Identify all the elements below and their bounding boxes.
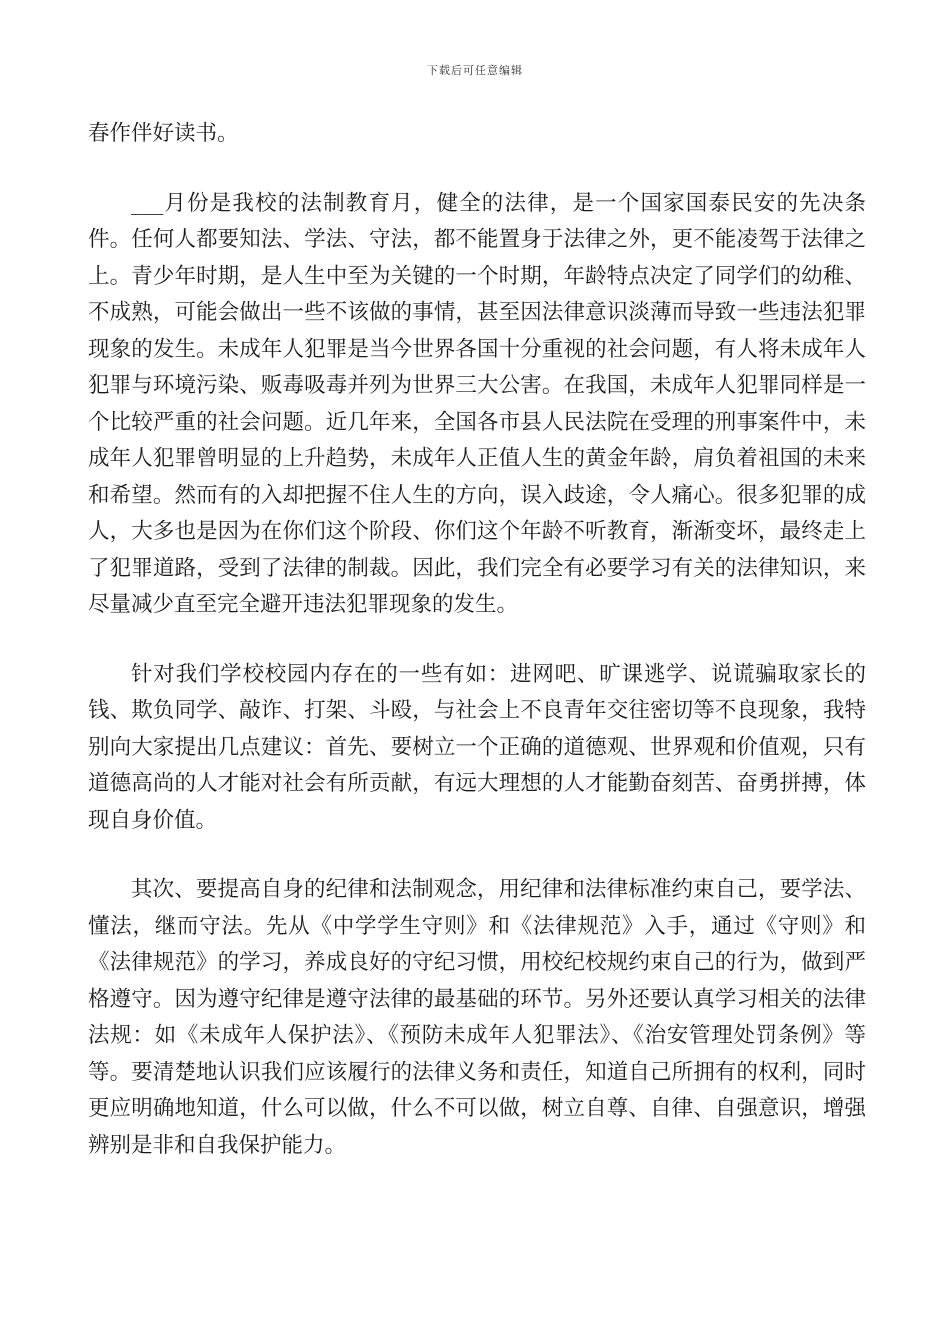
page-header-note: 下载后可任意编辑: [427, 64, 523, 77]
paragraph-discipline-and-law: 其次、要提高自身的纪律和法制观念，用纪律和法律标准约束自己，要学法、懂法，继而守法。先从《中学学生守则》和《法律规范》入手，通过《守则》和《法律规范》的学习，养成良好的守纪习惯，用校纪校规约束自己的行为，做到严格遵守。因为遵守纪律是遵守法律的最基础的环节。另外还要认真学习相关的法律法规：如《未成年人保护法》、《预防未成年人犯罪法》、《治安管理处罚条例》等等。要清楚地认识我们应该履行的法律义务和责任，知道自己所拥有的权利，同时更应明确地知道，什么可以做，什么不可以做，树立自尊、自律、自强意识，增强辨别是非和自我保护能力。: [88, 877, 866, 1158]
paragraph-continuation: 春作伴好读书。: [88, 121, 239, 146]
paragraph-suggestions: 针对我们学校校园内存在的一些有如：进网吧、旷课逃学、说谎骗取家长的钱、欺负同学、敲诈、打架、斗殴，与社会上不良青年交往密切等不良现象，我特别向大家提出几点建议：首先、要树立一个正确的道德观、世界观和价值观，只有道德高尚的人才能对社会有所贡献，有远大理想的人才能勤奋刻苦、奋勇拼搏，体现自身价值。: [88, 661, 866, 833]
paragraph-legal-education-month: ___月份是我校的法制教育月，健全的法律，是一个国家国泰民安的先决条件。任何人都要知法、学法、守法，都不能置身于法律之外，更不能凌驾于法律之上。青少年时期，是人生中至为关键的一个时期，年龄特点决定了同学们的幼稚、不成熟，可能会做出一些不该做的事情，甚至因法律意识淡薄而导致一些违法犯罪现象的发生。未成年人犯罪是当今世界各国十分重视的社会问题，有人将未成年人犯罪与环境污染、贩毒吸毒并列为世界三大公害。在我国，未成年人犯罪同样是一个比较严重的社会问题。近几年来，全国各市县人民法院在受理的刑事案件中，未成年人犯罪曾明显的上升趋势，未成年人正值人生的黄金年龄，肩负着祖国的未来和希望。然而有的入却把握不住人生的方向，误入歧途，令人痛心。很多犯罪的成人，大多也是因为在你们这个阶段、你们这个年龄不听教育，渐渐变坏，最终走上了犯罪道路，受到了法律的制裁。因此，我们完全有必要学习有关的法律知识，来尽量减少直至完全避开违法犯罪现象的发生。: [88, 190, 866, 617]
document-body: [88, 116, 866, 1164]
